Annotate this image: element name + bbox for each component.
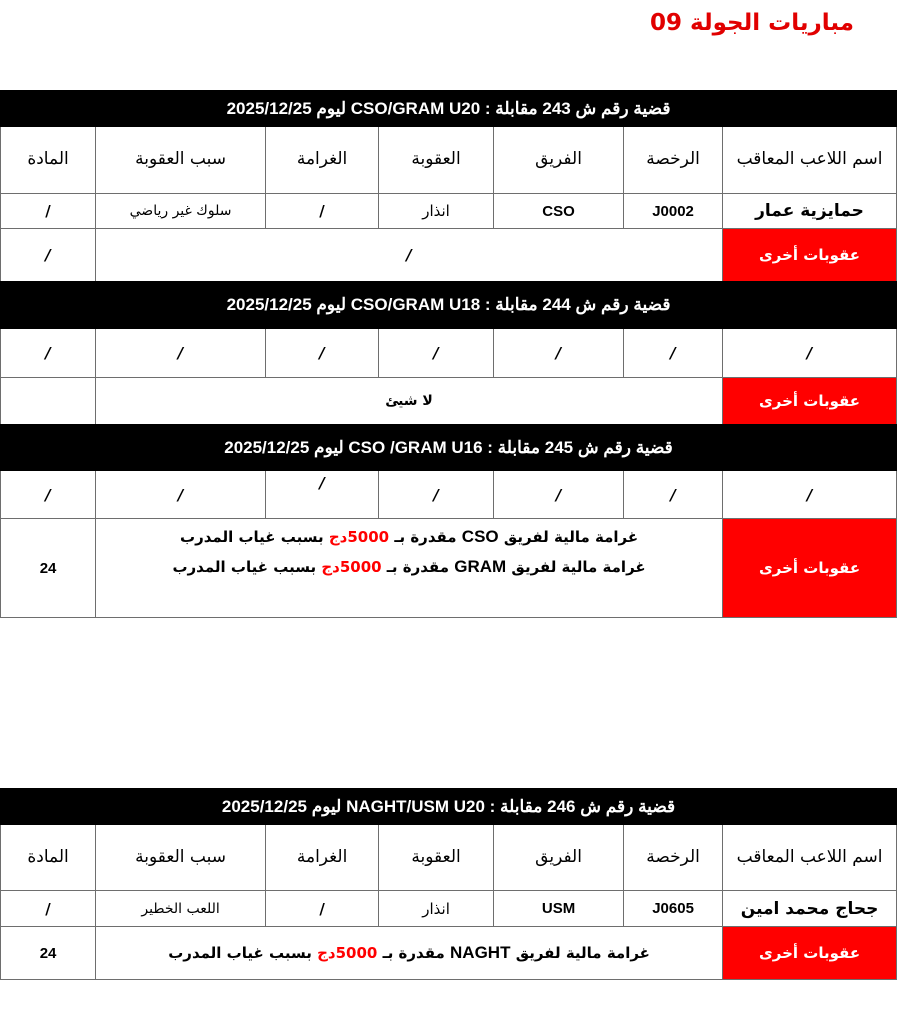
column-header-fine: الغرامة <box>266 127 379 194</box>
other-sanctions-article: 24 <box>1 519 96 618</box>
column-header-team: الفريق <box>494 127 624 194</box>
fine-note-middle: مقدرة بـ <box>377 944 451 962</box>
cell-team: / <box>494 471 624 519</box>
other-sanctions-label: عقوبات أخرى <box>723 519 897 618</box>
case-header-row <box>1 789 897 825</box>
cell-player: حمايزية عمار <box>723 194 897 229</box>
other-sanctions-article: / <box>1 229 96 282</box>
cell-license: J0002 <box>624 194 723 229</box>
fine-note-middle: مقدرة بـ <box>389 528 462 546</box>
other-sanctions-text <box>96 927 723 980</box>
cell-sanction: / <box>379 329 494 378</box>
column-header-player: اسم اللاعب المعاقب <box>723 825 897 891</box>
fine-note-line <box>100 938 718 968</box>
fine-note-middle: مقدرة بـ <box>381 558 455 576</box>
column-header-sanction: العقوبة <box>379 127 494 194</box>
case-table-243 <box>0 90 897 282</box>
cell-team: CSO <box>494 194 624 229</box>
column-header-sanction: العقوبة <box>379 825 494 891</box>
table-row <box>1 194 897 229</box>
cell-team: / <box>494 329 624 378</box>
cell-article: / <box>1 194 96 229</box>
case-header: قضية رقم ش 246 مقابلة : NAGHT/USM U20 ليوم 2025/12/25 <box>1 789 897 825</box>
column-header-player: اسم اللاعب المعاقب <box>723 127 897 194</box>
fine-note-amount: 5000دج <box>321 558 382 576</box>
column-header-row <box>1 825 897 891</box>
other-sanctions-text <box>96 519 723 618</box>
cell-fine: / <box>266 891 379 927</box>
fine-note-prefix: غرامة مالية لفريق <box>498 528 639 546</box>
fine-note-suffix: بسبب غياب المدرب <box>168 944 318 962</box>
cell-team: USM <box>494 891 624 927</box>
fine-note-team: CSO <box>461 527 499 546</box>
cell-reason: سلوك غير رياضي <box>96 194 266 229</box>
column-header-team: الفريق <box>494 825 624 891</box>
case-header: قضية رقم ش 245 مقابلة : CSO /GRAM U16 ليوم 2025/12/25 <box>1 425 897 471</box>
other-sanctions-row <box>1 519 897 618</box>
other-sanctions-text: لا شيئ <box>96 378 723 425</box>
fine-note-suffix: بسبب غياب المدرب <box>172 558 322 576</box>
fine-note-amount: 5000دج <box>328 528 390 546</box>
column-header-article: المادة <box>1 825 96 891</box>
other-sanctions-row <box>1 378 897 425</box>
cell-fine <box>266 471 379 519</box>
cell-player: / <box>723 329 897 378</box>
cell-reason: اللعب الخطير <box>96 891 266 927</box>
other-sanctions-label: عقوبات أخرى <box>723 378 897 425</box>
cell-fine-value: / <box>319 473 325 492</box>
case-table-246 <box>0 788 897 980</box>
cell-license: J0605 <box>624 891 723 927</box>
column-header-article: المادة <box>1 127 96 194</box>
other-sanctions-article <box>1 378 96 425</box>
case-header-row <box>1 91 897 127</box>
column-header-fine: الغرامة <box>266 825 379 891</box>
cell-article: / <box>1 329 96 378</box>
table-row <box>1 471 897 519</box>
table-row <box>1 891 897 927</box>
cell-license: / <box>624 471 723 519</box>
column-header-license: الرخصة <box>624 825 723 891</box>
cell-sanction: انذار <box>379 194 494 229</box>
page-title: مباريات الجولة 09 <box>649 10 854 36</box>
fine-note-line <box>100 552 718 582</box>
cell-article: / <box>1 471 96 519</box>
column-header-row <box>1 127 897 194</box>
case-header-row <box>1 425 897 471</box>
cell-sanction: انذار <box>379 891 494 927</box>
case-header: قضية رقم ش 244 مقابلة : CSO/GRAM U18 ليوم 2025/12/25 <box>1 282 897 329</box>
table-row <box>1 329 897 378</box>
other-sanctions-article: 24 <box>1 927 96 980</box>
fine-note-suffix: بسبب غياب المدرب <box>180 528 329 546</box>
fine-note-prefix: غرامة مالية لفريق <box>510 944 650 962</box>
other-sanctions-label: عقوبات أخرى <box>723 927 897 980</box>
column-header-license: الرخصة <box>624 127 723 194</box>
fine-note-team: GRAM <box>454 557 507 576</box>
column-header-reason: سبب العقوبة <box>96 825 266 891</box>
cell-fine: / <box>266 329 379 378</box>
cell-player: جحاج محمد امين <box>723 891 897 927</box>
fine-note-prefix: غرامة مالية لفريق <box>506 558 646 576</box>
cell-license: / <box>624 329 723 378</box>
case-header: قضية رقم ش 243 مقابلة : CSO/GRAM U20 ليوم 2025/12/25 <box>1 91 897 127</box>
other-sanctions-row <box>1 927 897 980</box>
fine-note-amount: 5000دج <box>317 944 378 962</box>
cell-reason: / <box>96 471 266 519</box>
case-table-245 <box>0 424 897 618</box>
other-sanctions-text: / <box>96 229 723 282</box>
cell-sanction: / <box>379 471 494 519</box>
cell-reason: / <box>96 329 266 378</box>
case-table-244 <box>0 281 897 425</box>
cell-fine: / <box>266 194 379 229</box>
column-header-reason: سبب العقوبة <box>96 127 266 194</box>
other-sanctions-label: عقوبات أخرى <box>723 229 897 282</box>
cell-article: / <box>1 891 96 927</box>
other-sanctions-row <box>1 229 897 282</box>
fine-note-line <box>100 522 718 552</box>
case-header-row <box>1 282 897 329</box>
cell-player: / <box>723 471 897 519</box>
fine-note-team: NAGHT <box>450 943 511 962</box>
